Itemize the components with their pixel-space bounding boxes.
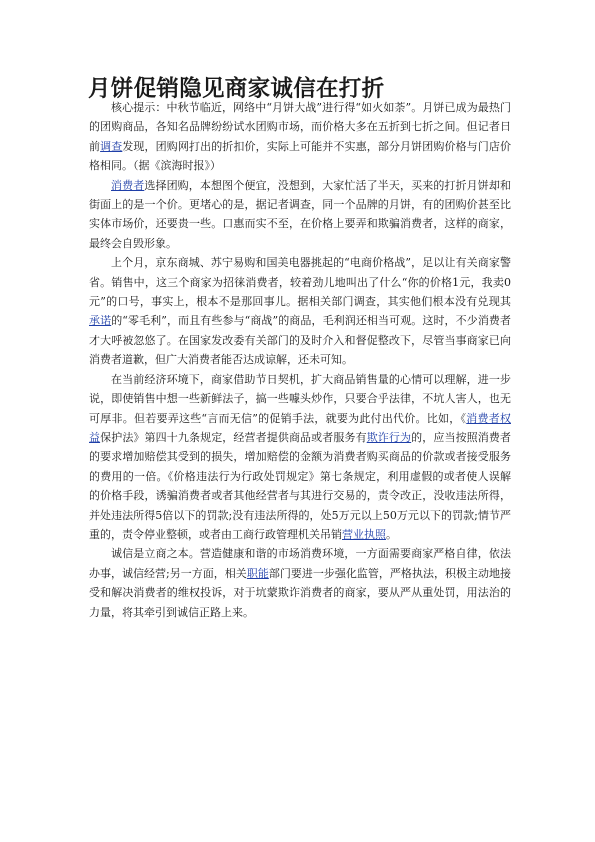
paragraph-text: 诚信是立商之本。营造健康和谐的市场消费环境，一方面需要商家严格自律，依法办事，诚信经营;另一方面，相关: [89, 547, 511, 580]
inline-link[interactable]: 承诺: [89, 314, 112, 328]
paragraph-text: 发现，团购网打出的折扣价，实际上可能并不实惠，部分月饼团购价格与门店价格相同。（据《滨海时报》）: [89, 139, 512, 173]
paragraph-text: 部门要进一步强化监管，严格执法，积极主动地接受和解决消费者的维权投诉，对于坑蒙欺诈消费者的商家，要从严从重处罚，用法治的力量，将其牵引到诚信正路上来。: [89, 566, 511, 619]
paragraph-text: 的“零毛利”，而且有些参与“商战”的商品，毛利润还相当可观。这时，不少消费者才大呼被忽悠了。在国家发改委有关部门的及时介入和督促整改下，尽管当事商家已向消费者道歉，但广大消费者能否达成谅解，还未可知。: [89, 314, 511, 367]
article-paragraph: [89, 370, 511, 545]
article-body: [89, 98, 511, 622]
paragraph-text: 核心提示：中秋节临近，网络中“月饼大战”进行得“如火如荼”。月饼已成为最热门的团购商品，各知名品牌纷纷试水团购市场，而价格大多在五折到七折之间。但记者日前: [89, 101, 511, 153]
article-paragraph: [89, 544, 511, 622]
paragraph-text: 上个月，京东商城、苏宁易购和国美电器挑起的“电商价格战”，足以让有关商家警省。销售中，这三个商家为招徕消费者，较着劲儿地叫出了什么“你的价格1元，我卖0元”的口号，事实上，根本不是那回事儿。据相关部门调查，其实他们根本没有兑现其: [89, 256, 511, 309]
paragraph-text: 选择团购，本想图个便宜，没想到，大家忙活了半天，买来的打折月饼却和街面上的是一个价。更堵心的是，据记者调查，同一个品牌的月饼，有的团购价甚至比实体市场价，还要贵一些。口惠而实不至，在价格上要弄和欺骗消费者，这样的商家，最终会自毁形象。: [89, 178, 511, 250]
inline-link[interactable]: 调查: [100, 139, 123, 153]
inline-link[interactable]: 职能: [246, 566, 269, 580]
inline-link[interactable]: 营业执照: [342, 527, 386, 541]
paragraph-text: 保护法》第四十九条规定，经营者提供商品或者服务有: [100, 430, 367, 444]
article-paragraph: [89, 253, 511, 369]
paragraph-text: 。: [386, 527, 397, 541]
article-paragraph: [89, 98, 511, 176]
inline-link[interactable]: 消费者: [111, 178, 145, 192]
paragraph-text: 的，应当按照消费者的要求增加赔偿其受到的损失，增加赔偿的金额为消费者购买商品的价款或者接受服务的费用的一倍。《价格违法行为行政处罚规定》第七条规定，利用虚假的或者使人误解的价格手段，诱骗消费者或者其他经营者与其进行交易的，责令改正，没收违法所得，并处违法所得5倍以下的罚款;没有违法所得的，处5万元以上50万元以下的罚款;情节严重的，责令停业整顿，或者由工商行政管理机关吊销: [89, 430, 512, 541]
article-title: 月饼促销隐见商家诚信在打折: [88, 76, 385, 102]
inline-link[interactable]: 欺诈行为: [366, 430, 412, 444]
inline-link[interactable]: 消费者权益: [89, 411, 511, 444]
paragraph-text: 在当前经济环境下，商家借助节日契机，扩大商品销售量的心情可以理解，进一步说，即使销售中想一些新鲜法子，搞一些噱头炒作，只要合乎法律，不坑人害人，也无可厚非。但若要弄这些“言而无信”的促销手法，就要为此付出代价。比如，《: [89, 372, 511, 425]
article-paragraph: [89, 176, 511, 254]
